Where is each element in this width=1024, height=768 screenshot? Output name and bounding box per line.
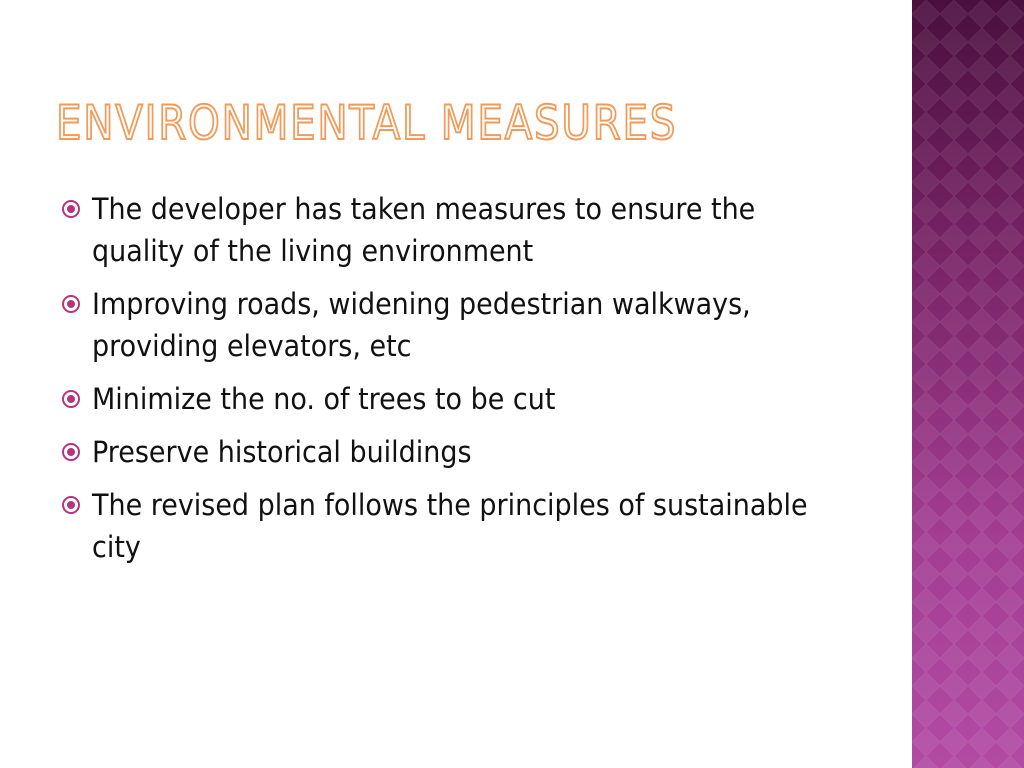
bullet-text: The revised plan follows the principles of sustainable city: [92, 488, 808, 564]
slide-title: ENVIRONMENTAL MEASURES: [56, 96, 678, 151]
bullet-text: The developer has taken measures to ensure the quality of the living environment: [92, 192, 756, 268]
circled-dot-icon: [62, 295, 80, 313]
list-item: [62, 378, 862, 420]
circled-dot-icon: [62, 390, 80, 408]
circled-dot-icon: [62, 496, 80, 514]
list-item: [62, 484, 862, 568]
list-item: [62, 188, 862, 272]
circled-dot-icon: [62, 443, 80, 461]
bullet-text: Minimize the no. of trees to be cut: [92, 382, 556, 416]
list-item: [62, 431, 862, 473]
list-item: [62, 283, 862, 367]
circled-dot-icon: [62, 200, 80, 218]
decorative-side-band: [912, 0, 1024, 768]
diamond-pattern: [912, 0, 1024, 768]
bullet-text: Preserve historical buildings: [92, 435, 472, 469]
bullet-text: Improving roads, widening pedestrian walkways, providing elevators, etc: [92, 287, 751, 363]
bullet-list: [62, 188, 862, 579]
